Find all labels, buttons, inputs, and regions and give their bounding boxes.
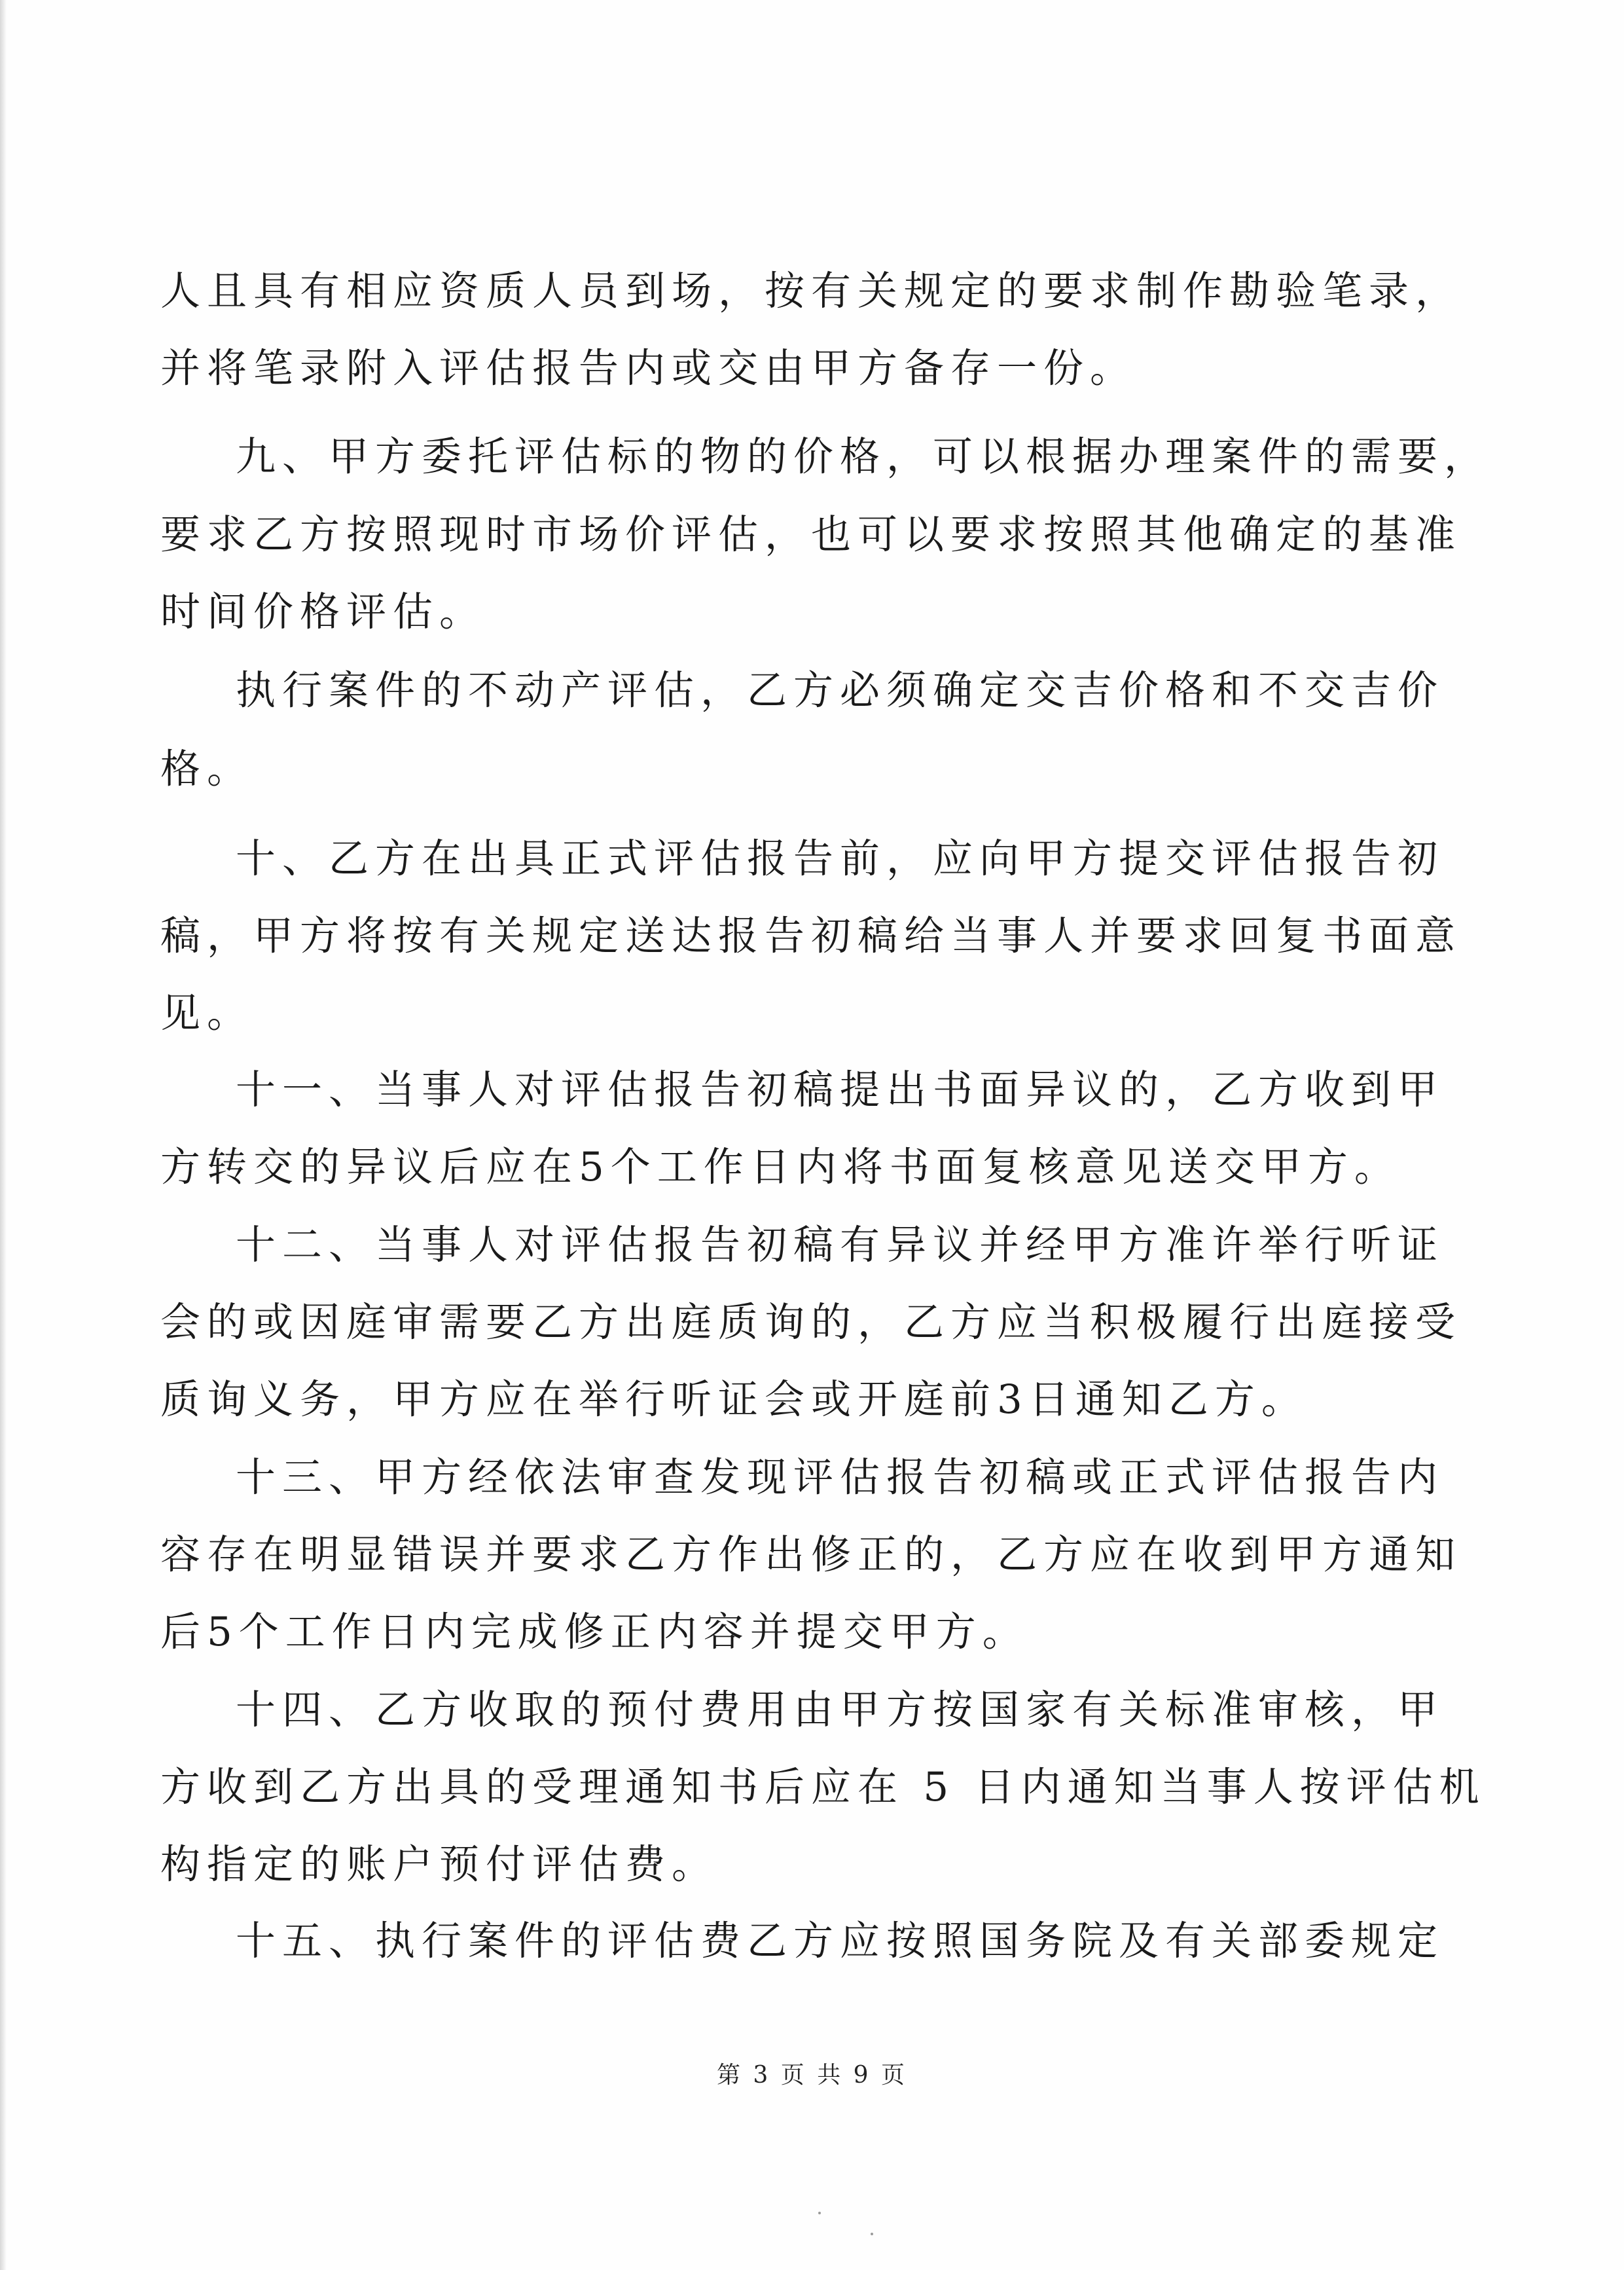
text-line: 方转交的异议后应在5个工作日内将书面复核意见送交甲方。 xyxy=(160,1144,1401,1190)
text-line: 质询义务，甲方应在举行听证会或开庭前3日通知乙方。 xyxy=(160,1376,1308,1423)
text-line: 时间价格评估。 xyxy=(160,589,486,635)
text-line: 十一、当事人对评估报告初稿提出书面异议的，乙方收到甲 xyxy=(236,1067,1445,1113)
text-line: 要求乙方按照现时市场价评估，也可以要求按照其他确定的基准 xyxy=(160,511,1462,558)
text-line: 见。 xyxy=(160,990,254,1036)
text-line: 会的或因庭审需要乙方出庭质询的，乙方应当积极履行出庭接受 xyxy=(160,1299,1462,1346)
scan-speck xyxy=(818,2212,821,2214)
text-line: 方收到乙方出具的受理通知书后应在 5 日内通知当事人按评估机 xyxy=(160,1764,1486,1810)
text-line: 十、乙方在出具正式评估报告前，应向甲方提交评估报告初 xyxy=(236,835,1445,882)
text-line: 容存在明显错误并要求乙方作出修正的，乙方应在收到甲方通知 xyxy=(160,1531,1462,1578)
text-line: 后5个工作日内完成修正内容并提交甲方。 xyxy=(160,1609,1029,1655)
text-line: 十四、乙方收取的预付费用由甲方按国家有关标准审核，甲 xyxy=(236,1687,1445,1733)
page-number: 第 3 页 共 9 页 xyxy=(716,2062,908,2089)
text-line: 十五、执行案件的评估费乙方应按照国务院及有关部委规定 xyxy=(236,1918,1445,1964)
text-line: 并将笔录附入评估报告内或交由甲方备存一份。 xyxy=(160,345,1137,392)
text-line: 九、甲方委托评估标的物的价格，可以根据办理案件的需要， xyxy=(236,433,1491,480)
scan-speck xyxy=(871,2233,873,2235)
scan-edge xyxy=(0,0,7,2270)
text-line: 执行案件的不动产评估，乙方必须确定交吉价格和不交吉价 xyxy=(236,667,1445,714)
text-line: 格。 xyxy=(160,746,254,792)
text-line: 稿，甲方将按有关规定送达报告初稿给当事人并要求回复书面意 xyxy=(160,913,1462,959)
text-line: 十二、当事人对评估报告初稿有异议并经甲方准许举行听证 xyxy=(236,1222,1445,1268)
text-line: 人且具有相应资质人员到场，按有关规定的要求制作勘验笔录， xyxy=(160,268,1462,314)
text-line: 构指定的账户预付评估费。 xyxy=(160,1841,719,1888)
text-line: 十三、甲方经依法审查发现评估报告初稿或正式评估报告内 xyxy=(236,1454,1445,1501)
